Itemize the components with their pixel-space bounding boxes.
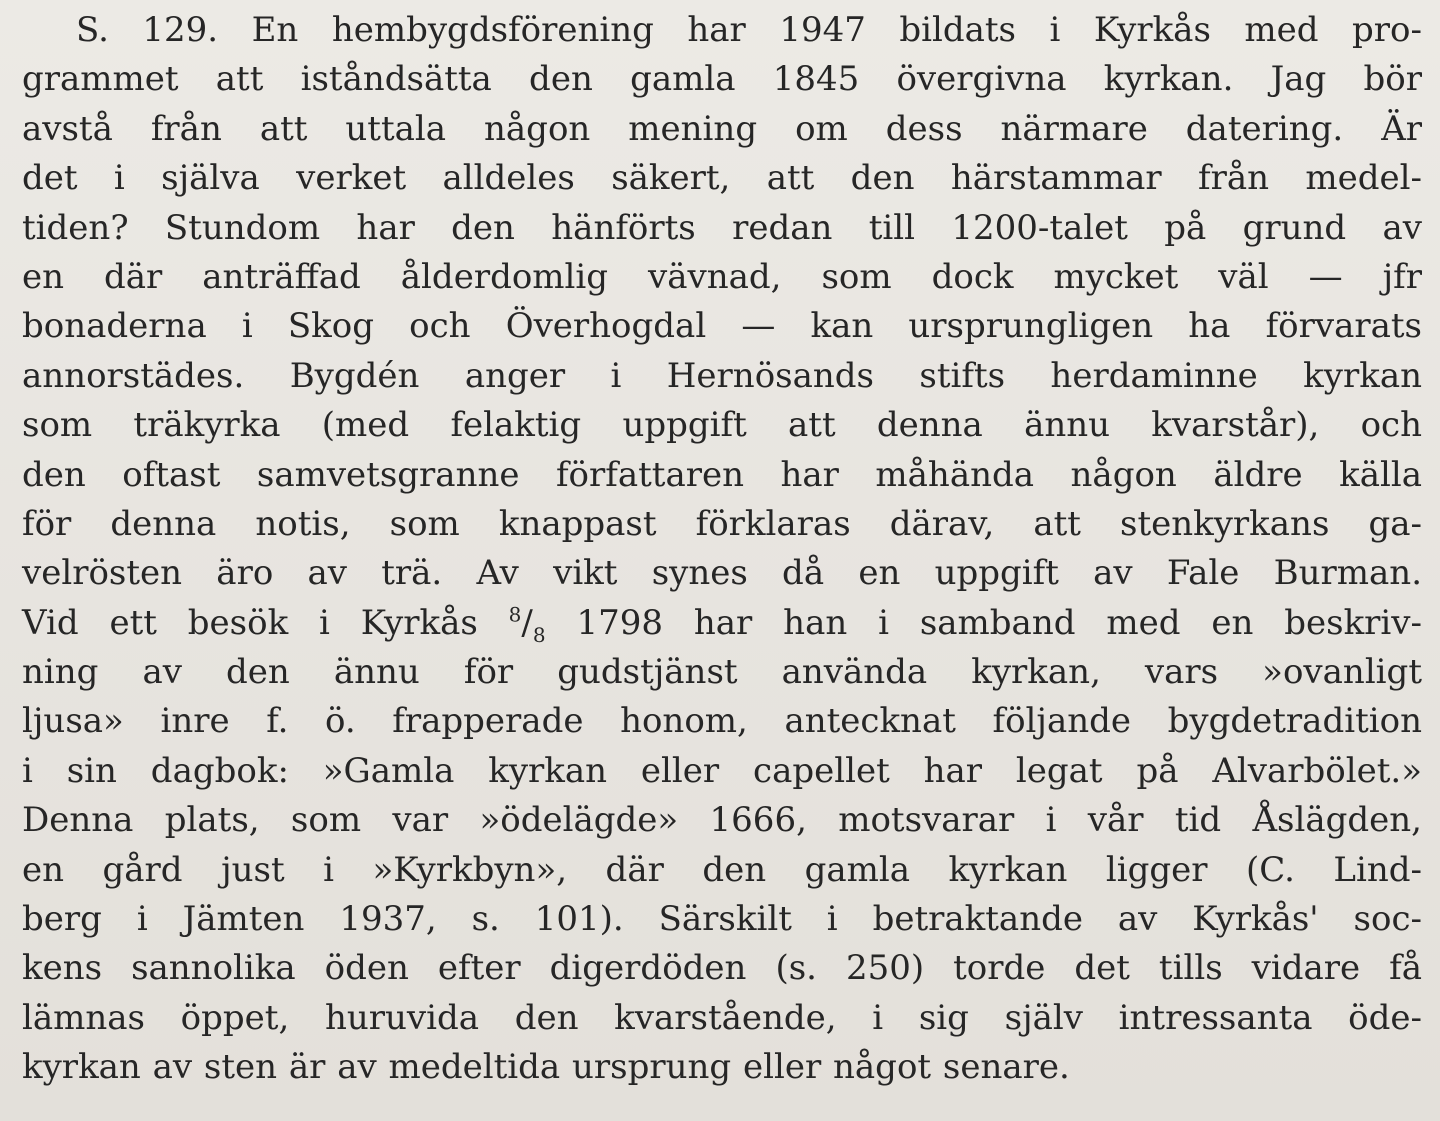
text-line: tiden? Stundom har den hänförts redan till 1200-talet på grund av bbox=[22, 207, 1422, 248]
paragraph bbox=[22, 6, 1422, 1093]
text-line: grammet att iståndsätta den gamla 1845 övergivna kyrkan. Jag bör bbox=[22, 59, 1422, 100]
text-line: en gård just i »Kyrkbyn», där den gamla kyrkan ligger (C. Lind- bbox=[22, 849, 1422, 890]
text-line: Denna plats, som var »ödelägde» 1666, motsvarar i vår tid Åslägden, bbox=[22, 800, 1422, 841]
text-line: det i själva verket alldeles säkert, att den härstammar från medel- bbox=[22, 158, 1422, 199]
text-line: avstå från att uttala någon mening om dess närmare datering. Är bbox=[22, 108, 1422, 149]
text-line: lämnas öppet, huruvida den kvarstående, i sig själv intressanta öde- bbox=[22, 997, 1422, 1038]
text-line: den oftast samvetsgranne författaren har måhända någon äldre källa bbox=[22, 454, 1422, 495]
text-line: en där anträffad ålderdomlig vävnad, som dock mycket väl — jfr bbox=[22, 256, 1422, 297]
text-line: S. 129. En hembygdsförening har 1947 bildats i Kyrkås med pro- bbox=[76, 10, 1422, 50]
text-line: ning av den ännu för gudstjänst använda kyrkan, vars »ovanligt bbox=[22, 652, 1422, 693]
text-line: för denna notis, som knappast förklaras därav, att stenkyrkans ga- bbox=[22, 503, 1422, 544]
text-segment: 1798 har han i samband med en beskriv- bbox=[576, 602, 1422, 643]
fraction-numerator: 8 bbox=[508, 602, 522, 627]
text-line-with-date bbox=[22, 599, 1422, 648]
text-segment: Vid ett besök i Kyrkås bbox=[22, 602, 478, 643]
text-line: annorstädes. Bygdén anger i Hernösands stifts herdaminne kyrkan bbox=[22, 355, 1422, 396]
text-line: i sin dagbok: »Gamla kyrkan eller capellet har legat på Alvarbölet.» bbox=[22, 750, 1422, 791]
text-line: velrösten äro av trä. Av vikt synes då en uppgift av Fale Burman. bbox=[22, 553, 1422, 594]
text-line: ljusa» inre f. ö. frapperade honom, antecknat följande bygdetradition bbox=[22, 701, 1422, 742]
date-fraction: $^8/_8$ bbox=[508, 602, 546, 647]
text-line: berg i Jämten 1937, s. 101). Särskilt i betraktande av Kyrkås' soc- bbox=[22, 899, 1422, 940]
text-line: kyrkan av sten är av medeltida ursprung eller något senare. bbox=[22, 1047, 1070, 1088]
text-line: kens sannolika öden efter digerdöden (s. 250) torde det tills vidare få bbox=[22, 948, 1422, 989]
text-line: bonaderna i Skog och Överhogdal — kan ursprungligen ha förvarats bbox=[22, 306, 1422, 347]
text-line: som träkyrka (med felaktig uppgift att denna ännu kvarstår), och bbox=[22, 405, 1422, 446]
fraction-denominator: 8 bbox=[532, 622, 546, 647]
